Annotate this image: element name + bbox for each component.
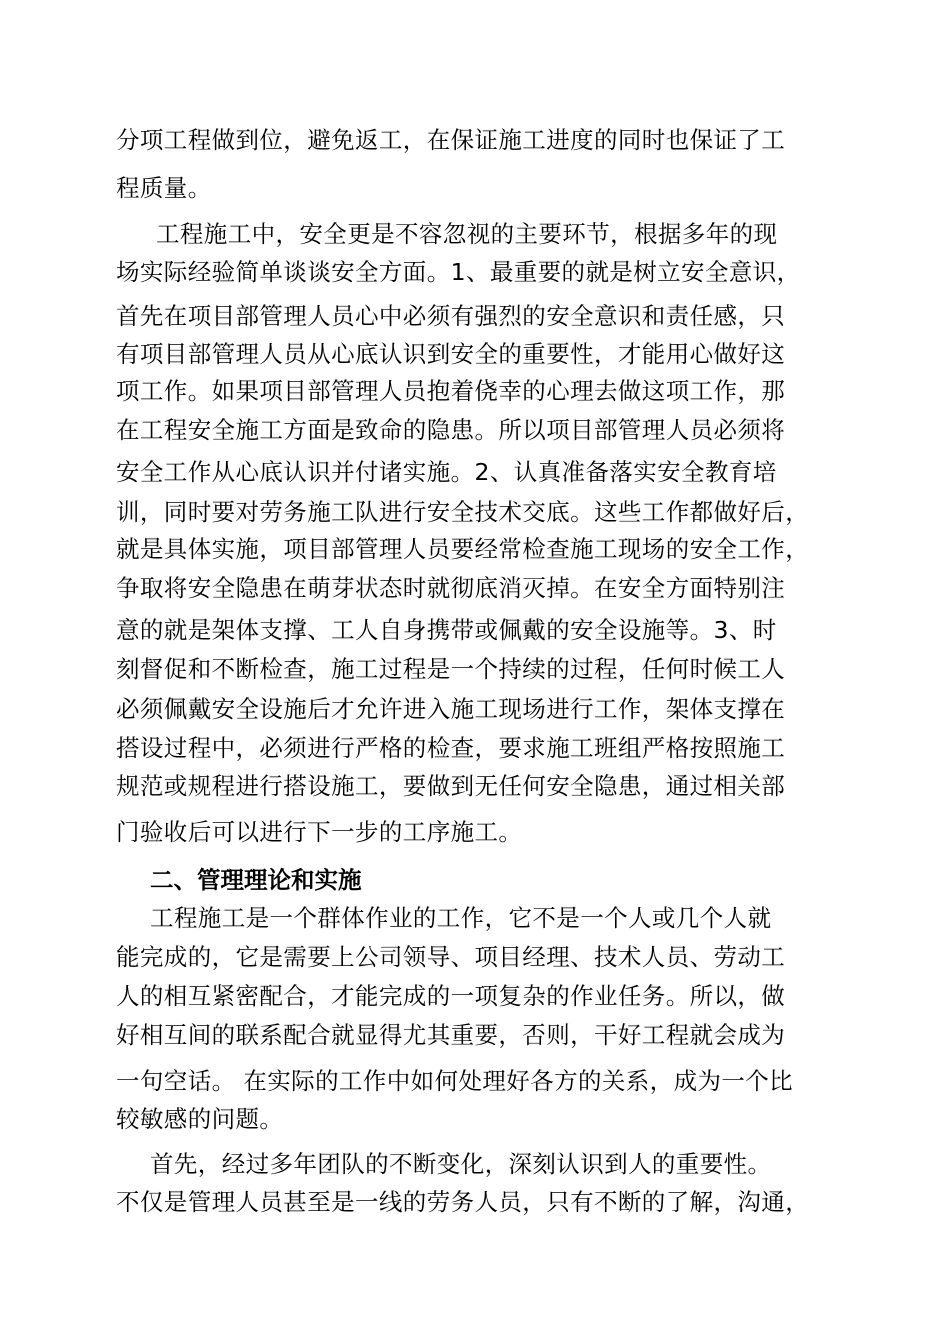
paragraph-2-line-11: 意的就是架体支撑、工人自身携带或佩戴的安全设施等。3、时 bbox=[116, 616, 777, 644]
paragraph-2-line-2: 场实际经验简单谈谈安全方面。1、最重要的就是树立安全意识， bbox=[116, 258, 801, 286]
paragraph-2-line-4: 有项目部管理人员从心底认识到安全的重要性，才能用心做好这 bbox=[116, 340, 786, 368]
section-heading: 二、管理理论和实施 bbox=[150, 866, 362, 894]
paragraph-2-line-5: 项工作。如果项目部管理人员抱着侥幸的心理去做这项工作，那 bbox=[116, 377, 786, 405]
paragraph-3-line-6: 较敏感的问题。 bbox=[116, 1105, 284, 1133]
paragraph-2-line-7: 安全工作从心底认识并付诸实施。2、认真准备落实安全教育培 bbox=[116, 458, 777, 486]
paragraph-2-line-12: 刻督促和不断检查，施工过程是一个持续的过程，任何时候工人 bbox=[116, 655, 786, 683]
paragraph-2-line-1: 工程施工中，安全更是不容忽视的主要环节，根据多年的现 bbox=[156, 220, 778, 248]
paragraph-2-line-15: 规范或规程进行搭设施工，要做到无任何安全隐患，通过相关部 bbox=[116, 772, 786, 800]
paragraph-2-line-16: 门验收后可以进行下一步的工序施工。 bbox=[116, 818, 523, 846]
paragraph-4-line-2: 不仅是管理人员甚至是一线的劳务人员，只有不断的了解，沟通， bbox=[116, 1188, 810, 1216]
paragraph-3-line-3: 人的相互紧密配合，才能完成的一项复杂的作业任务。所以，做 bbox=[116, 982, 786, 1010]
paragraph-2-line-14: 搭设过程中，必须进行严格的检查，要求施工班组严格按照施工 bbox=[116, 734, 786, 762]
paragraph-2-line-10: 争取将安全隐患在萌芽状态时就彻底消灭掉。在安全方面特别注 bbox=[116, 574, 786, 602]
paragraph-1-line-1: 分项工程做到位，避免返工，在保证施工进度的同时也保证了工 bbox=[116, 126, 786, 154]
paragraph-3-line-5: 一句空话。 在实际的工作中如何处理好各方的关系，成为一个比 bbox=[116, 1067, 794, 1095]
paragraph-3-line-2: 能完成的，它是需要上公司领导、项目经理、技术人员、劳动工 bbox=[116, 943, 786, 971]
paragraph-2-line-8: 训，同时要对劳务施工队进行安全技术交底。这些工作都做好后， bbox=[116, 498, 810, 526]
paragraph-1-line-2: 程质量。 bbox=[116, 174, 212, 202]
paragraph-2-line-9: 就是具体实施，项目部管理人员要经常检查施工现场的安全工作， bbox=[116, 535, 810, 563]
paragraph-2-line-3: 首先在项目部管理人员心中必须有强烈的安全意识和责任感，只 bbox=[116, 302, 786, 330]
paragraph-4-line-1: 首先，经过多年团队的不断变化，深刻认识到人的重要性。 bbox=[150, 1150, 772, 1178]
paragraph-3-line-1: 工程施工是一个群体作业的工作，它不是一个人或几个人就 bbox=[150, 904, 772, 932]
paragraph-2-line-13: 必须佩戴安全设施后才允许进入施工现场进行工作，架体支撑在 bbox=[116, 695, 786, 723]
paragraph-3-line-4: 好相互间的联系配合就显得尤其重要，否则，干好工程就会成为 bbox=[116, 1021, 786, 1049]
paragraph-2-line-6: 在工程安全施工方面是致命的隐患。所以项目部管理人员必须将 bbox=[116, 416, 786, 444]
